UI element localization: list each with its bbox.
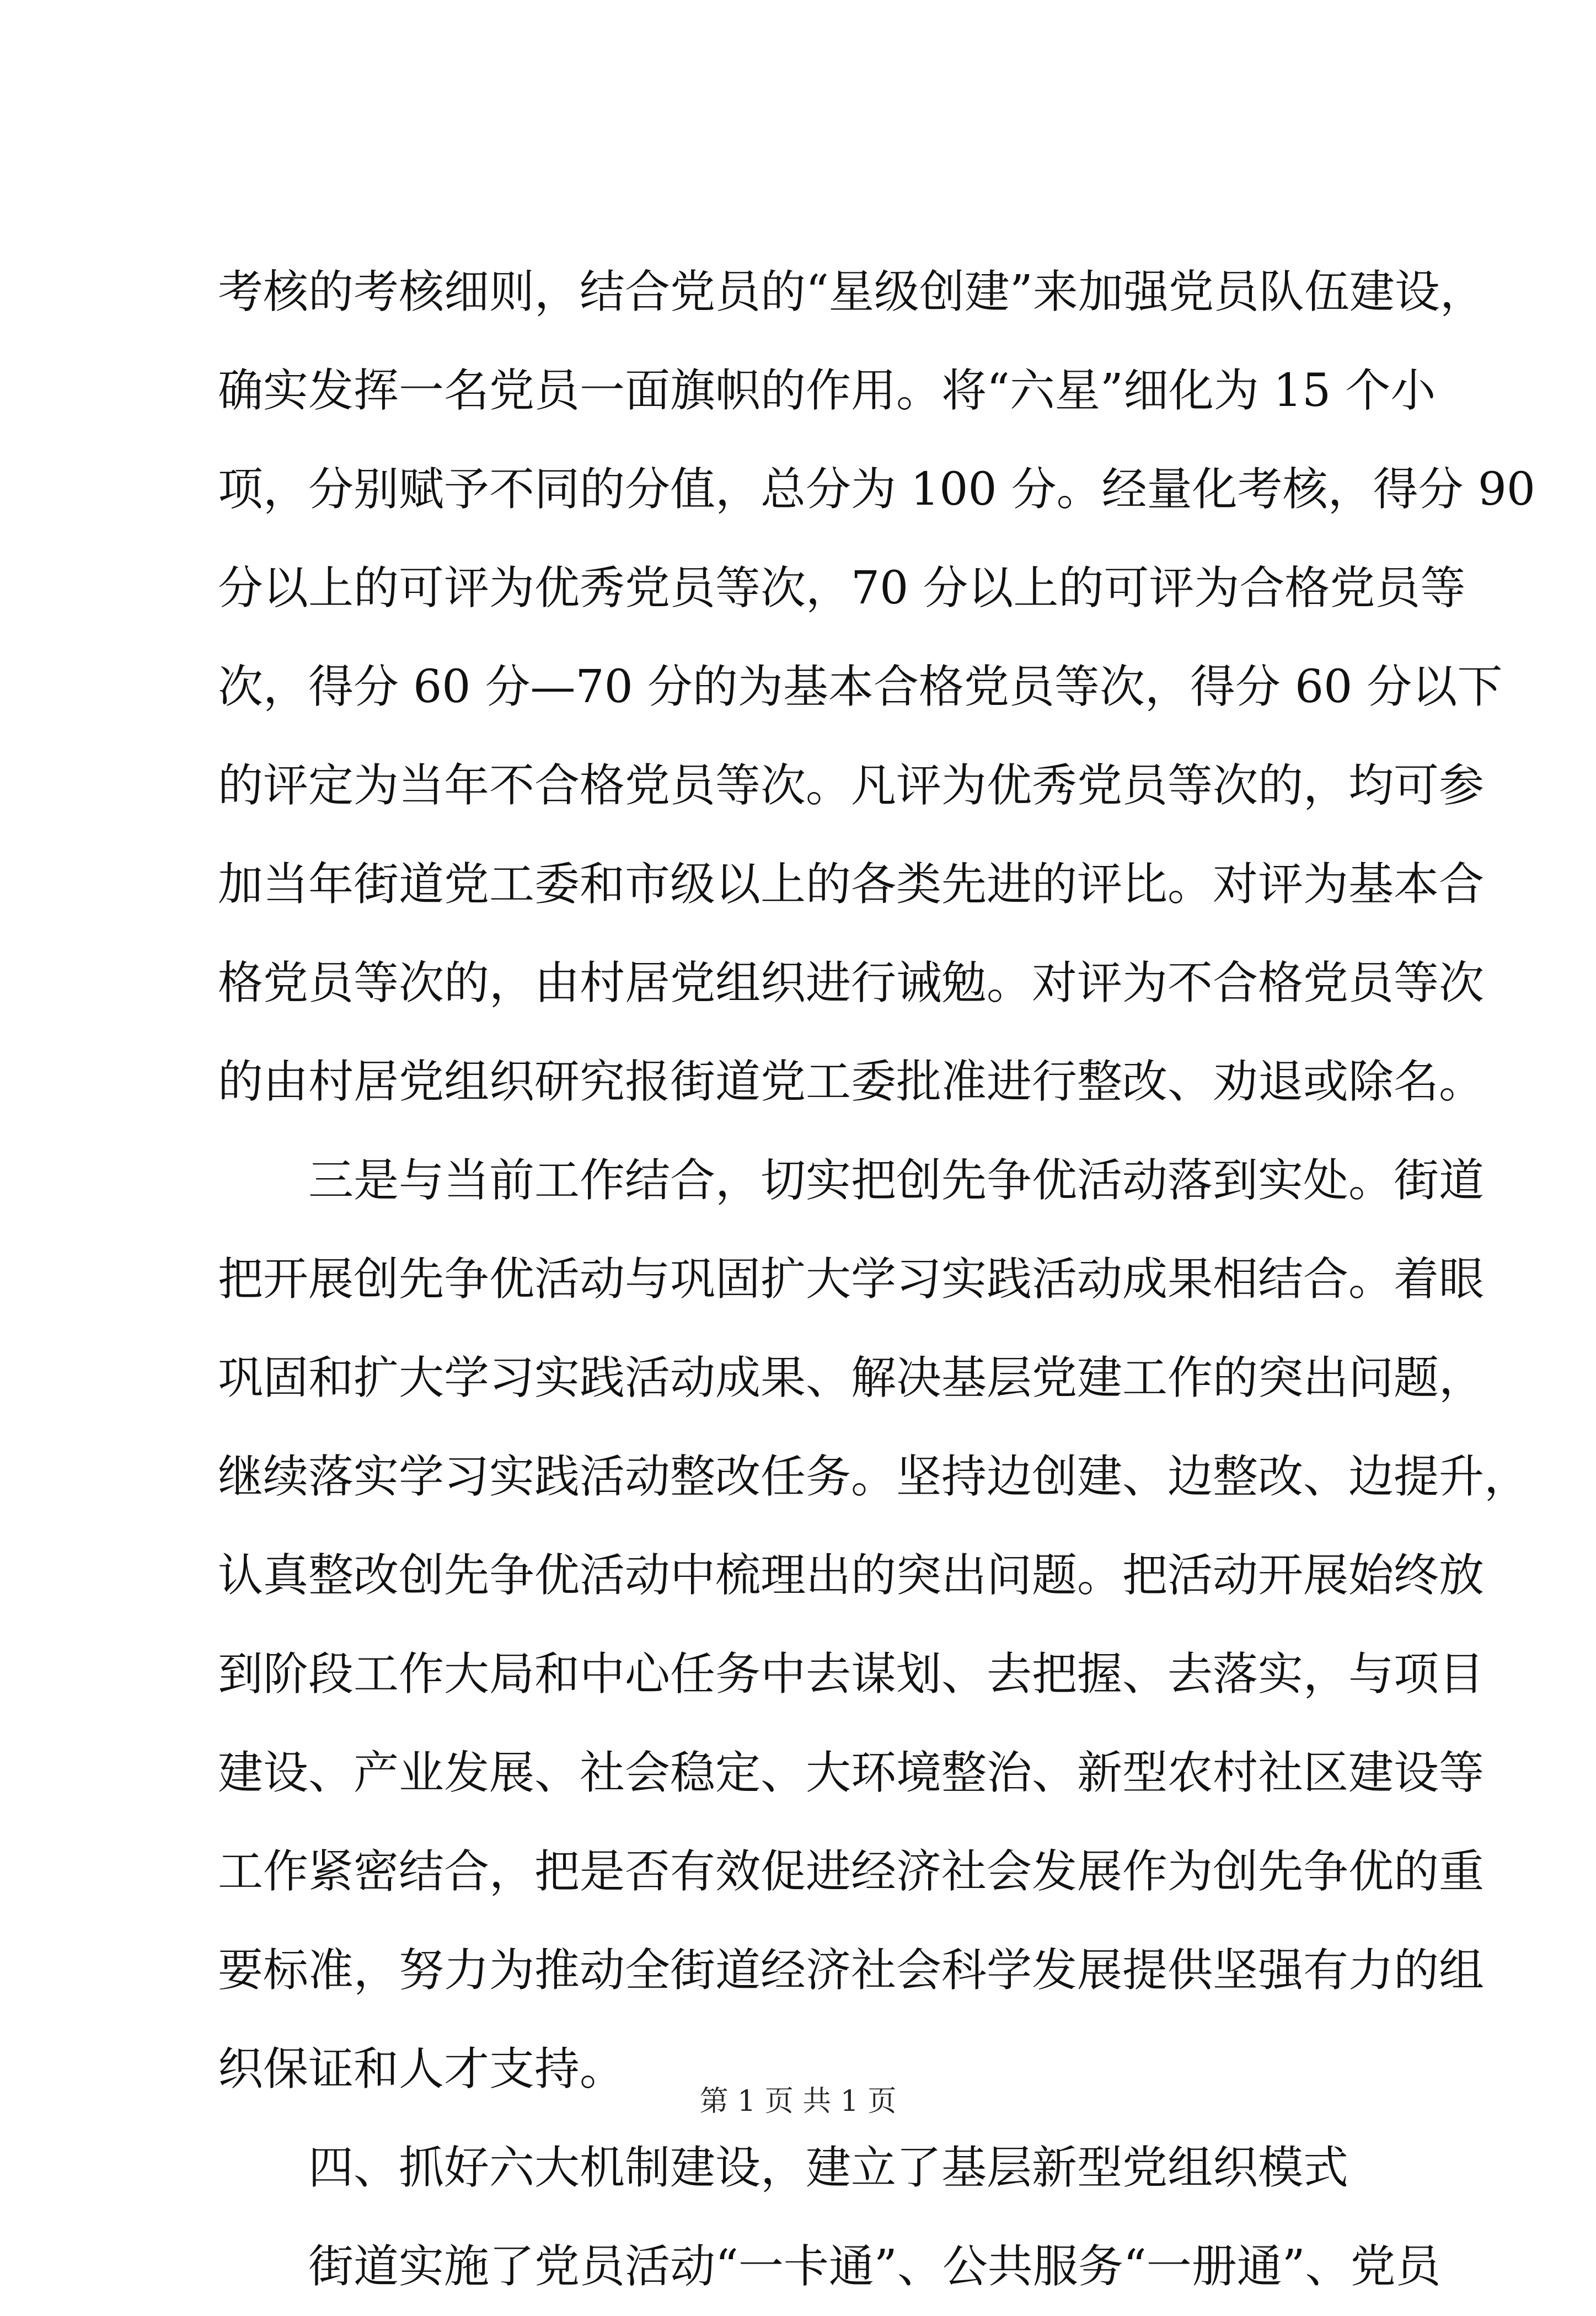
text-line-18: 要标准，努力为推动全街道经济社会科学发展提供坚强有力的组 (218, 1944, 1485, 1997)
text-line-6: 的评定为当年不合格党员等次。凡评为优秀党员等次的，均可参 (218, 759, 1485, 812)
text-line-1: 考核的考核细则，结合党员的“星级创建”来加强党员队伍建设， (218, 266, 1485, 318)
page-footer: 第 1 页 共 1 页 (699, 2085, 897, 2118)
text-line-8: 格党员等次的，由村居党组织进行诫勉。对评为不合格党员等次 (218, 957, 1485, 1009)
text-line-5: 次，得分 60 分—70 分的为基本合格党员等次，得分 60 分以下 (218, 661, 1503, 713)
text-line-17: 工作紧密结合，把是否有效促进经济社会发展作为创先争优的重 (218, 1846, 1485, 1898)
text-line-10: 三是与当前工作结合，切实把创先争优活动落到实处。街道 (308, 1154, 1485, 1207)
text-line-4: 分以上的可评为优秀党员等次，70 分以上的可评为合格党员等 (218, 562, 1466, 614)
text-line-13: 继续落实学习实践活动整改任务。坚持边创建、边整改、边提升， (218, 1451, 1530, 1503)
text-line-21: 街道实施了党员活动“一卡通”、公共服务“一册通”、党员 (308, 2240, 1441, 2293)
text-line-19: 织保证和人才支持。 (218, 2043, 625, 2095)
text-line-9: 的由村居党组织研究报街道党工委批准进行整改、劝退或除名。 (218, 1056, 1485, 1108)
text-line-11: 把开展创先争优活动与巩固扩大学习实践活动成果相结合。着眼 (218, 1253, 1485, 1306)
text-line-3: 项，分别赋予不同的分值，总分为 100 分。经量化考核，得分 90 (218, 463, 1536, 516)
text-line-16: 建设、产业发展、社会稳定、大环境整治、新型农村社区建设等 (218, 1747, 1485, 1799)
document-body (218, 243, 1536, 2316)
text-line-7: 加当年街道党工委和市级以上的各类先进的评比。对评为基本合 (218, 858, 1485, 911)
text-line-15: 到阶段工作大局和中心任务中去谋划、去把握、去落实，与项目 (218, 1648, 1485, 1700)
text-line-14: 认真整改创先争优活动中梳理出的突出问题。把活动开展始终放 (218, 1549, 1485, 1602)
text-line-2: 确实发挥一名党员一面旗帜的作用。将“六星”细化为 15 个小 (218, 365, 1436, 417)
text-line-12: 巩固和扩大学习实践活动成果、解决基层党建工作的突出问题， (218, 1352, 1485, 1404)
section-heading: 四、抓好六大机制建设，建立了基层新型党组织模式 (308, 2142, 1349, 2194)
